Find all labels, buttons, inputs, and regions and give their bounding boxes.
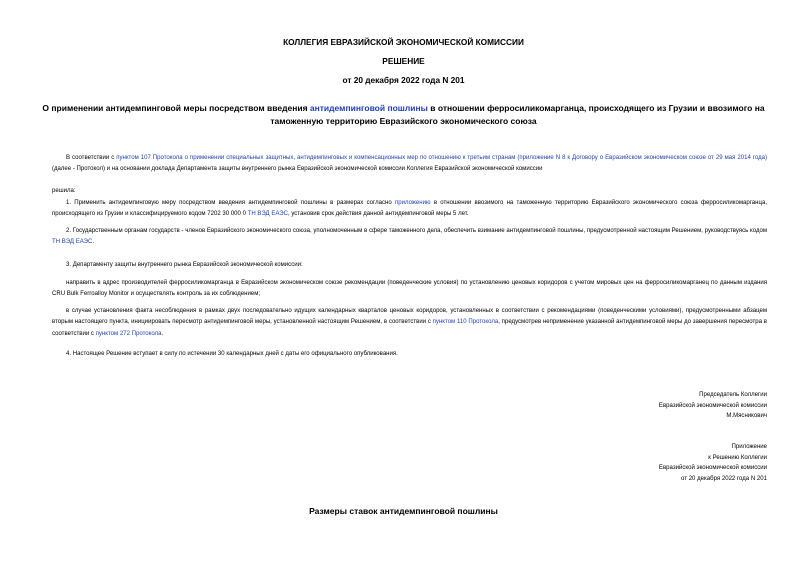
clause-1-text-b: в отношении ввозимого на таможенную территорию Евразийского экономического союза ферросиликомарганца, происходящего из Грузии и классифицируемого кодом 7202 30 000 0 bbox=[52, 200, 767, 218]
clause-3-paragraph: 3. Департаменту защиты внутреннего рынка Евразийской экономической комиссии: bbox=[66, 262, 303, 268]
clause-1-paragraph bbox=[52, 198, 767, 221]
subject-text-start: О применении антидемпинговой меры посредством введения bbox=[42, 103, 310, 113]
clause-3-item-2 bbox=[52, 306, 767, 340]
clause-2-text-a: 2. Государственным органам государств - членов Евразийского экономического союза, уполномоченным в сфере таможенного дела, обеспечить взимание антидемпинговой пошлины, предусмотренной настоящим Решением, руководствуясь кодом bbox=[66, 228, 767, 234]
clause-3-item-2-text-b: , предусмотрев неприменение указанной антидемпинговой меры до завершения пересмотра в соответствии с bbox=[52, 319, 767, 337]
clause-3-item-1: направить в адрес производителей ферросиликомарганца в Евразийском экономическом союзе рекомендации (поведенческие условия) по установлению ценовых коридоров с учетом мировых цен на ферросиликомарганец по данным издания CRU Bulk Ferroalloy Monitor и осуществлять контроль за их соблюдением; bbox=[52, 280, 767, 298]
preamble-text-end: (далее - Протокол) и на основании доклада Департамента защиты внутреннего рынка Евразийской экономической комиссии Коллегия Евразийской экономической комиссии bbox=[52, 166, 543, 173]
tn-ved-link-2[interactable]: ТН ВЭД ЕАЭС bbox=[52, 239, 93, 246]
signature-name: М.Мясникович bbox=[726, 413, 767, 419]
protocol-item-272-link[interactable]: пунктом 272 Протокола bbox=[95, 330, 162, 337]
appendix-header-block bbox=[659, 442, 767, 484]
clause-3-item-2-text-a: в случае установления факта несоблюдения в рамках двух последовательно идущих календарных кварталов ценовых коридоров, установленных в соответствии с рекомендациями (поведенческими условиями), предусмотренными абзацем вторым настоящего пункта, инициировать пересмотр антидемпинговой меры, установленной настоящим Решением, в соответствии с bbox=[52, 308, 767, 326]
resolved-label: решила: bbox=[52, 188, 76, 194]
appendix-reference: к Решению Коллегии bbox=[708, 454, 767, 461]
clause-3-item-2-text-c: . bbox=[161, 330, 164, 337]
commission-title: КОЛЛЕГИЯ ЕВРАЗИЙСКОЙ ЭКОНОМИЧЕСКОЙ КОМИССИИ bbox=[283, 37, 524, 47]
preamble-paragraph bbox=[52, 153, 767, 176]
protocol-item-110-link[interactable]: пунктом 110 Протокола bbox=[432, 319, 499, 326]
document-subject bbox=[40, 102, 767, 127]
appendix-date: от 20 декабря 2022 года N 201 bbox=[681, 475, 767, 482]
appendix-organization: Евразийской экономической комиссии bbox=[658, 465, 767, 471]
antidumping-duty-link[interactable]: антидемпинговой пошлины bbox=[309, 103, 428, 113]
clause-4-paragraph: 4. Настоящее Решение вступает в силу по истечении 30 календарных дней с даты его официального опубликования. bbox=[66, 351, 398, 357]
tn-ved-link[interactable]: ТН ВЭД ЕАЭС bbox=[247, 211, 288, 218]
rates-section-title: Размеры ставок антидемпинговой пошлины bbox=[309, 506, 498, 516]
clause-1-text-a: 1. Применить антидемпинговую меру посредством введения антидемпинговой пошлины в размерах согласно bbox=[66, 200, 395, 206]
subject-text-end: в отношении ферросиликомарганца, происходящего из Грузии и ввозимого на таможенную территорию Евразийского экономического союза bbox=[270, 103, 765, 126]
clause-1-text-c: , установив срок действия данной антидемпинговой меры 5 лет. bbox=[287, 211, 469, 218]
document-type-heading: РЕШЕНИЕ bbox=[382, 56, 425, 66]
appendix-label: Приложение bbox=[731, 444, 767, 450]
clause-2-text-b: . bbox=[92, 239, 95, 246]
clause-2-paragraph bbox=[52, 226, 767, 249]
signature-position: Председатель Коллегии bbox=[699, 392, 767, 398]
preamble-text-start: В соответствии с bbox=[66, 155, 117, 161]
signature-block bbox=[659, 390, 767, 422]
protocol-item-107-link[interactable]: пунктом 107 Протокола о применении специальных защитных, антидемпинговых и компенсационных мер по отношению к третьим странам (приложение N 8 к Договору о Евразийском экономическом союзе от 29 мая 2014 года) bbox=[116, 155, 767, 161]
document-date-number: от 20 декабря 2022 года N 201 bbox=[342, 75, 465, 85]
appendix-link[interactable]: приложению bbox=[394, 200, 431, 206]
signature-organization: Евразийской экономической комиссии bbox=[658, 402, 767, 409]
